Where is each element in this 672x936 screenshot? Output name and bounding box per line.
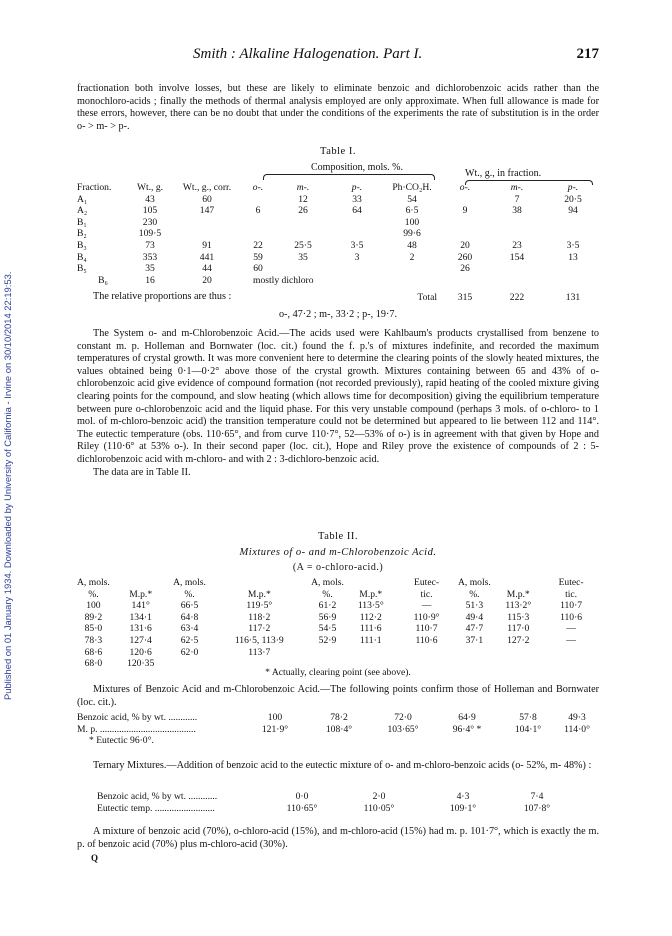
table-cell: 57·8 <box>519 712 537 723</box>
table-cell: 3·5 <box>350 239 364 251</box>
table-cell: 315 <box>457 292 473 304</box>
table-cell: 47·7 <box>465 623 484 635</box>
table-cell: B₃ <box>77 239 87 251</box>
table-cell: 48 <box>407 239 417 251</box>
table-cell: M.p.* <box>129 588 153 600</box>
table-cell: 94 <box>568 205 578 217</box>
table2-header-row <box>77 577 599 589</box>
table-cell: 7 <box>514 193 520 205</box>
table-cell: 116·5, 113·9 <box>234 634 284 646</box>
table-cell: Total <box>417 292 437 304</box>
system-paragraph: The System o- and m-Chlorobenzoic Acid.—The acids used were Kahlbaum's products crystallised from benzene to constant m. p. Holleman and Bornwater (loc. cit.) found the f. p.'s of mixtures indefinite, and recorded the maximum temperatures of crystal growth. It was more convenient here to determine the clearing points of the slowly heated mixtures, the values obtained being 0·1—0·2° above those of the crystal growth. Mixtures containing between 65 and 43% of o-chlorobenzoic acid give evidence of compound formation (not recorded previously), rapid heating of the cooled mixture giving clearing points for the compound, and slow heating (which allows time for decomposition) giving the equilibrium temperature between pure o-chlorobenzoic acid and the liquid phase. For this very unstable compound (perhaps 3 mols. of o-chloro- to 1 mol. of m-chloro-benzoic acid) the transition temperature could not be determined but appeared to lie between 112 and 114°. The eutectic temperature (obs. 110·65°, and from curve 110·7°, 52—53% of o-) is in agreement with that given by Hope and Riley (110·6° at 53% o-). In their second paper (loc. cit.), Hope and Riley prove the existence of compounds of 2 : 5-dichlorobenzoic acid with m-chloro- and with 2 : 3-dichloro-benzoic acid. <box>77 328 599 465</box>
final-block <box>77 826 599 865</box>
table1-header-row <box>77 182 599 194</box>
table-cell: 33 <box>352 193 362 205</box>
table-cell <box>171 217 243 229</box>
table-cell: 134·1 <box>129 611 152 623</box>
table-cell <box>333 263 381 275</box>
table-cell: 110·7 <box>560 600 583 612</box>
table-row <box>77 217 599 229</box>
table-cell: 118·2 <box>248 611 271 623</box>
table-cell <box>398 647 456 659</box>
download-watermark <box>2 140 16 700</box>
table-row <box>97 803 569 815</box>
table-row <box>77 240 599 252</box>
table-cell: 120·35 <box>127 658 155 670</box>
system-block <box>77 328 599 479</box>
table-cell: 127·2 <box>507 634 530 646</box>
table-cell: 52·9 <box>318 634 337 646</box>
table-cell: o-. <box>459 182 471 193</box>
table-cell: 78·3 <box>84 634 103 646</box>
table-cell: 13 <box>568 251 578 263</box>
table-cell: 56·9 <box>318 611 337 623</box>
table-cell <box>493 647 543 659</box>
table1-composition-heading: Composition, mols. %. <box>311 162 403 173</box>
table-cell: B₅ <box>77 263 87 275</box>
table3-grid <box>77 712 597 735</box>
table-cell: Eutectic temp. ......................... <box>97 802 215 814</box>
table-cell <box>547 275 599 287</box>
relative-block <box>77 291 599 321</box>
table-cell: 114·0° <box>564 723 590 735</box>
table-row <box>77 623 599 635</box>
table-cell: 73 <box>145 239 155 251</box>
table-cell: 3 <box>354 251 360 263</box>
intro-paragraph: fractionation both involve losses, but these are likely to eliminate benzoic and dichlorobenzoic acids rather than the monochloro-acids ; finally the methods of thermal analysis employed are only approximate. When full allowance is made for these errors, however, there can be no doubt that under the conditions of the experiments the rate of substitution is in the order o- > m- > p-. <box>77 83 599 132</box>
table-cell: 91 <box>202 239 212 251</box>
table-cell: tic. <box>420 588 433 600</box>
table-cell: 37·1 <box>465 634 484 646</box>
table-cell <box>547 217 599 229</box>
table-cell: — <box>566 623 576 635</box>
table-cell: 110·7 <box>415 623 438 635</box>
table-cell: 25·5 <box>294 239 312 251</box>
table-row <box>77 647 599 659</box>
table-cell: 147 <box>199 205 215 217</box>
table-cell: %. <box>184 588 195 600</box>
table-cell: 117·0 <box>507 623 530 635</box>
table-cell <box>243 217 273 229</box>
table-row <box>77 252 599 264</box>
table-cell <box>273 263 333 275</box>
table-cell: 49·3 <box>568 712 586 723</box>
table-cell: 68·0 <box>84 658 103 670</box>
table-cell: 26 <box>298 205 308 217</box>
table-cell: 60 <box>202 193 212 205</box>
table-cell: A₁ <box>77 193 88 205</box>
table-cell: 441 <box>199 251 215 263</box>
table-cell <box>487 263 547 275</box>
table-cell: 117·2 <box>248 623 271 635</box>
table-cell: 6·5 <box>405 205 419 217</box>
table1-composition-brace <box>263 174 435 180</box>
table-cell: A₂ <box>77 205 88 217</box>
ternary-paragraph: Ternary Mixtures.—Addition of benzoic acid to the eutectic mixture of o- and m-chloro-benzoic acids (o- 52%, m- 48%) : <box>93 760 592 771</box>
table-cell: 54 <box>407 193 417 205</box>
table-cell: m-. <box>296 182 310 193</box>
table-cell: 64·8 <box>180 611 199 623</box>
table-cell: 4·3 <box>456 791 470 802</box>
table-cell: 113·2° <box>505 600 532 612</box>
table-cell: 109·1° <box>449 802 477 814</box>
table3 <box>77 712 599 747</box>
table-row <box>77 600 599 612</box>
table-cell: 110·05° <box>363 802 395 814</box>
table-cell: Fraction. <box>77 182 112 193</box>
table-cell: B₁ <box>77 216 87 228</box>
final-paragraph: A mixture of benzoic acid (70%), o-chloro-acid (15%), and m-chloro-acid (15%) had m. p. 101·7°, which is exactly the m. p. of benzoic acid (70%) plus m-chloro-acid (30%). <box>77 826 599 850</box>
ternary-block <box>77 760 599 773</box>
table-cell: 72·0 <box>394 712 412 723</box>
proportions-line: o-, 47·2 ; m-, 33·2 ; p-, 19·7. <box>279 308 397 320</box>
table-cell: 64·9 <box>458 712 476 723</box>
table-cell: 127·4 <box>129 634 152 646</box>
benzoic-paragraph: Mixtures of Benzoic Acid and m-Chlorobenzoic Acid.—The following points confirm those of Holleman and Bornwater (loc. cit.). <box>77 684 599 708</box>
table-cell <box>487 228 547 240</box>
table-cell: 100 <box>404 216 420 228</box>
table-cell: 64 <box>352 205 362 217</box>
table-cell: 103·65° <box>387 723 419 735</box>
table-cell: A, mols. <box>311 577 344 588</box>
table-cell: %. <box>469 588 480 600</box>
page-number: 217 <box>576 46 599 62</box>
table-cell: p-. <box>351 182 363 193</box>
table-cell: 260 <box>457 251 473 263</box>
table-cell <box>171 228 243 240</box>
table4 <box>97 791 619 814</box>
table-cell: M. p. ........................................ <box>77 723 196 735</box>
table-row <box>77 712 597 724</box>
running-header <box>77 46 599 66</box>
table-cell <box>273 217 333 229</box>
table-cell: B₆ <box>98 274 108 286</box>
table-cell: 60 <box>253 263 263 275</box>
table-cell <box>443 194 487 206</box>
table-cell: 59 <box>253 251 263 263</box>
table-cell: 49·4 <box>465 611 484 623</box>
table-row <box>77 263 599 275</box>
table-cell: 43 <box>145 193 155 205</box>
table-cell: 100 <box>86 600 101 612</box>
table1-weight-heading: Wt., g., in fraction. <box>465 168 542 179</box>
table-cell: 68·6 <box>84 646 103 658</box>
table-row <box>77 635 599 647</box>
table-cell: 62·5 <box>180 634 199 646</box>
table-cell: 2 <box>409 251 415 263</box>
table-cell: 113·5° <box>357 600 384 612</box>
intro-block <box>77 83 599 133</box>
table2-caption: Table II. <box>318 531 358 542</box>
table-cell: 38 <box>512 205 522 217</box>
table-cell: 20 <box>460 239 470 251</box>
table-cell: 54·5 <box>318 623 337 635</box>
table-cell: 26 <box>460 263 470 275</box>
table2-title: Mixtures of o- and m-Chlorobenzoic Acid. <box>239 547 437 558</box>
table-cell: 2·0 <box>372 791 386 802</box>
table-row <box>77 612 599 624</box>
table-cell: 112·2 <box>359 611 382 623</box>
table-row <box>77 205 599 217</box>
table-cell: 111·1 <box>359 634 382 646</box>
running-title: Smith : Alkaline Halogenation. Part I. <box>193 46 423 62</box>
table-cell: 3·5 <box>566 239 580 251</box>
table-row <box>97 791 569 803</box>
table-cell: M.p.* <box>247 588 271 600</box>
benzoic-block <box>77 684 599 709</box>
table-cell: A, mols. <box>77 577 110 588</box>
table-cell: 110·65° <box>286 802 318 814</box>
table-cell: 12 <box>298 193 308 205</box>
table-cell: 121·9° <box>261 723 289 735</box>
table-cell: A, mols. <box>457 577 491 588</box>
table-cell <box>487 217 547 229</box>
table-cell: A, mols. <box>173 577 206 588</box>
table1-grid <box>77 182 599 304</box>
table-cell: 20 <box>202 274 212 286</box>
table2-footnote: * Actually, clearing point (see above). <box>265 667 411 678</box>
table-cell: M.p.* <box>506 588 530 600</box>
table-cell: 107·8° <box>523 802 551 814</box>
table-cell: 62·0 <box>180 646 199 658</box>
table1-note: mostly dichloro <box>253 274 314 286</box>
table-cell: 63·4 <box>180 623 199 635</box>
table-cell: 230 <box>142 216 158 228</box>
table-cell: %. <box>322 588 333 600</box>
table-cell: tic. <box>565 588 578 600</box>
table-cell: — <box>421 600 432 612</box>
table-cell: 66·5 <box>180 600 199 612</box>
table4-grid <box>97 791 569 814</box>
data-note: The data are in Table II. <box>93 466 191 478</box>
table-cell: 113·7 <box>248 646 271 658</box>
table-cell: M.p.* <box>359 588 383 600</box>
table-cell <box>273 228 333 240</box>
table-cell <box>443 217 487 229</box>
table-cell <box>487 275 547 287</box>
table-cell: 44 <box>202 263 212 275</box>
table-cell: 20·5 <box>564 193 582 205</box>
table-cell: 89·2 <box>84 611 103 623</box>
table-cell <box>443 275 487 287</box>
table-row <box>77 228 599 240</box>
table-cell: Eutec- <box>558 577 584 588</box>
table-cell: B₂ <box>77 228 87 240</box>
table-cell: 131 <box>565 292 581 304</box>
table-cell <box>333 217 381 229</box>
table-cell: 104·1° <box>514 723 542 735</box>
table-cell: 61·2 <box>318 600 337 612</box>
table2-header-row <box>77 589 599 601</box>
table-cell <box>443 228 487 240</box>
table-cell: Benzoic acid, % by wt. ............ <box>77 712 198 723</box>
table-cell: 0·0 <box>295 791 309 802</box>
table-cell: 105 <box>142 205 158 217</box>
table-cell: — <box>566 634 576 646</box>
table-row <box>77 194 599 206</box>
table3-footnote: * Eutectic 96·0°. <box>89 735 154 747</box>
table-cell: 35 <box>145 263 155 275</box>
table-cell <box>381 263 443 275</box>
table-cell <box>208 577 312 589</box>
table-cell <box>455 647 493 659</box>
table-cell: 110·9° <box>413 611 440 623</box>
table-cell <box>344 577 398 589</box>
table-cell: 23 <box>512 239 522 251</box>
table-cell <box>243 194 273 206</box>
table-cell: 222 <box>509 292 525 304</box>
table-cell: 108·4° <box>325 723 353 735</box>
table-cell: 16 <box>145 274 155 286</box>
table-cell: 109·5 <box>138 228 162 240</box>
table-cell: Wt., g., corr. <box>182 182 232 193</box>
table-cell: Wt., g. <box>136 182 164 193</box>
table1-caption: Table I. <box>320 146 356 157</box>
table-cell: 78·2 <box>330 712 348 723</box>
table-cell: Ph·CO₂H. <box>392 182 432 193</box>
table-cell: Benzoic acid, % by wt. ............ <box>97 791 218 802</box>
table-cell: 9 <box>462 205 468 217</box>
table-cell: 35 <box>298 251 308 263</box>
table-cell <box>493 577 543 589</box>
signature-mark: Q <box>91 853 99 864</box>
table-cell: 154 <box>509 251 525 263</box>
table-row <box>77 724 597 736</box>
table-cell <box>543 647 599 659</box>
watermark-text: Published on 01 January 1934. Downloaded by University of California - Irvine on 30/10/2014 22:19:53. <box>2 271 13 700</box>
table-cell <box>547 263 599 275</box>
table-cell: 141° <box>131 600 150 612</box>
table-cell: Eutec- <box>414 577 440 588</box>
table-cell <box>547 228 599 240</box>
relative-line: The relative proportions are thus : <box>93 291 232 302</box>
table-cell: 7·4 <box>530 791 544 802</box>
table-cell: 110·6 <box>560 611 583 623</box>
table-cell <box>110 577 172 589</box>
table-cell: 22 <box>253 239 263 251</box>
table-cell: 115·3 <box>507 611 530 623</box>
table-row <box>77 275 599 287</box>
table-cell <box>243 228 273 240</box>
table-cell: 99·6 <box>403 228 421 240</box>
table-cell: 96·4° * <box>452 723 482 735</box>
table-cell: 85·0 <box>84 623 103 635</box>
table-cell <box>333 228 381 240</box>
table-cell: m-. <box>510 182 524 193</box>
table-cell: 119·5° <box>246 600 273 612</box>
table-cell: p-. <box>567 182 579 193</box>
table2-grid <box>77 577 599 670</box>
table-cell: 111·6 <box>359 623 382 635</box>
table-cell: 120·6 <box>129 646 152 658</box>
table-cell: B₄ <box>77 251 87 263</box>
table-cell <box>344 647 398 659</box>
table-cell: 100 <box>267 712 283 723</box>
table-cell: 6 <box>255 205 261 217</box>
table-cell: 353 <box>142 251 158 263</box>
table-cell: 51·3 <box>465 600 484 612</box>
table-cell: o-. <box>252 182 264 193</box>
table-cell: 110·6 <box>415 634 438 646</box>
table-cell: 131·6 <box>129 623 152 635</box>
table-cell: %. <box>88 588 99 600</box>
table2-subtitle: (A = o-chloro-acid.) <box>292 562 384 573</box>
table-cell <box>311 647 344 659</box>
